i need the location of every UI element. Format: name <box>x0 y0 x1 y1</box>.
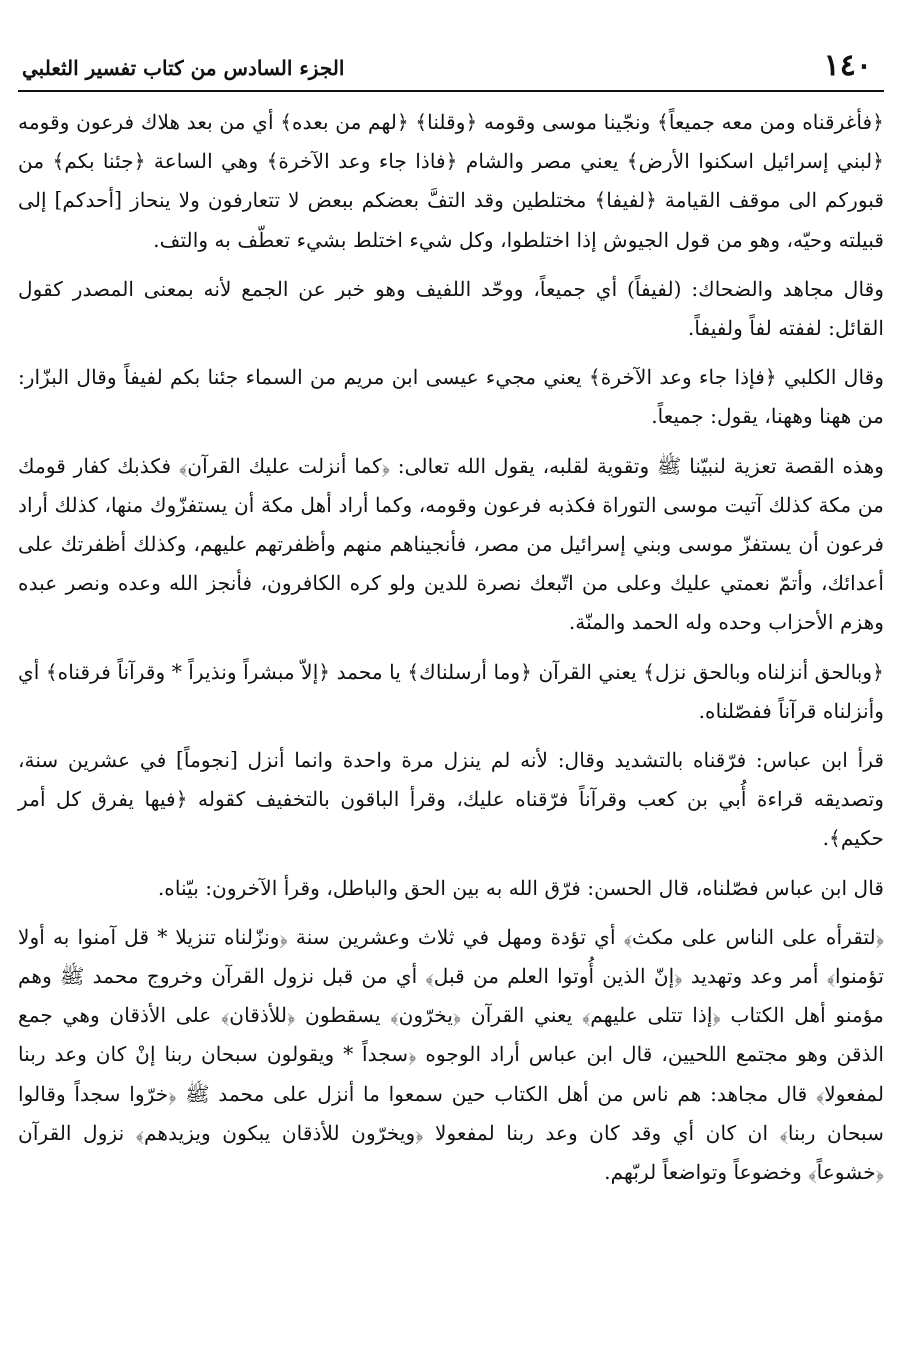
paragraph-4: وهذه القصة تعزية لنبيّنا ﷺ وتقوية لقلبه، يقول الله تعالى: ﴿كما أنزلت عليك القرآن﴾ فكذبك كفار قومك من مكة كذلك آتيت موسى التوراة فكذبه فرعون وقومه، وكما أراد أهل مكة أن يستفزّوك منها، كذلك أراد فرعون أن يستفزّ موسى وبني إسرائيل من مصر، فأنجيناهم منهم وأظفرتهم عليهم، وكذلك أظفرتك على أعدائك، وأتمّ نعمتي عليك وعلى من اتّبعك نصرة للدين ولو كره الكافرون، فأنجز الله وعده ونصر عبده وهزم الأحزاب وحده وله الحمد والمنّة. <box>18 453 884 635</box>
book-page <box>18 0 884 1366</box>
page-header <box>18 46 884 92</box>
paragraph-3: وقال الكلبي ﴿فإذا جاء وعد الآخرة﴾ يعني مجيء عيسى ابن مريم من السماء جئنا بكم لفيفاً وقال البزّار: من ههنا وههنا، يقول: جميعاً. <box>18 365 884 429</box>
paragraph-2: وقال مجاهد والضحاك: (لفيفاً) أي جميعاً، ووحّد اللفيف وهو خبر عن الجمع لأنه بمعنى المصدر كقول القائل: لففته لفاً ولفيفاً. <box>18 276 884 341</box>
paragraph-7: قال ابن عباس فصّلناه، قال الحسن: فرّق الله به بين الحق والباطل، وقرأ الآخرون: بيّناه. <box>157 875 884 900</box>
page-number: ١٤٠ <box>823 48 872 83</box>
running-title: الجزء السادس من كتاب تفسير الثعلبي <box>22 56 345 80</box>
paragraph-8: ﴿لتقرأه على الناس على مكث﴾ أي تؤدة ومهل في ثلاث وعشرين سنة ﴿ونزّلناه تنزيلا * قل آمنوا به أولا تؤمنوا﴾ أمر وعد وتهديد ﴿إنّ الذين أُوتوا العلم من قبل﴾ أي من قبل نزول القرآن وخروج محمد ﷺ وهم مؤمنو أهل الكتاب ﴿إذا تتلى عليهم﴾ يعني القرآن ﴿يخرّون﴾ يسقطون ﴿للأذقان﴾ على الأذقان وهي جمع الذقن وهو مجتمع اللحيين، قال ابن عباس أراد الوجوه ﴿سجداً * ويقولون سبحان ربنا إنْ كان وعد ربنا لمفعولا﴾ قال مجاهد: هم ناس من أهل الكتاب حين سمعوا ما أنزل على محمد ﷺ ﴿خرّوا سجداً وقالوا سبحان ربنا﴾ ان كان أي وقد كان وعد ربنا لمفعولا ﴿ويخرّون للأذقان يبكون ويزيدهم﴾ نزول القرآن ﴿خشوعاً﴾ وخضوعاً وتواضعاً لربّهم. <box>18 924 884 1185</box>
header-rule <box>18 90 884 92</box>
paragraph-1: ﴿فأغرقناه ومن معه جميعاً﴾ ونجّينا موسى وقومه ﴿وقلنا﴾ ﴿لهم من بعده﴾ أي من بعد هلاك فرعون وقومه ﴿لبني إسرائيل اسكنوا الأرض﴾ يعني مصر والشام ﴿فاذا جاء وعد الآخرة﴾ وهي الساعة ﴿جئنا بكم﴾ من قبوركم الى موقف القيامة ﴿لفيفا﴾ مختلطين وقد التفَّ بعضكم ببعض لا تتعارفون ولا ينحاز [أحدكم] إلى قبيلته وحيّه، وهو من قول الجيوش إذا اختلطوا، وكل شيء اختلط بشيء تعطّف به والتف. <box>18 110 884 252</box>
paragraph-6: قرأ ابن عباس: فرّقناه بالتشديد وقال: لأنه لم ينزل مرة واحدة وانما أنزل [نجوماً] في عشرين سنة، وتصديقه قراءة أُبي بن كعب وقرآناً فرّقناه عليك، وقرأ الباقون بالتخفيف كقوله ﴿فيها يفرق كل أمر حكيم﴾. <box>18 748 884 851</box>
page-body <box>18 103 884 1192</box>
paragraph-5: ﴿وبالحق أنزلناه وبالحق نزل﴾ يعني القرآن ﴿وما أرسلناك﴾ يا محمد ﴿إلاّ مبشراً ونذيراً * وقرآناً فرقناه﴾ أي وأنزلناه قرآناً ففصّلناه. <box>18 659 884 723</box>
